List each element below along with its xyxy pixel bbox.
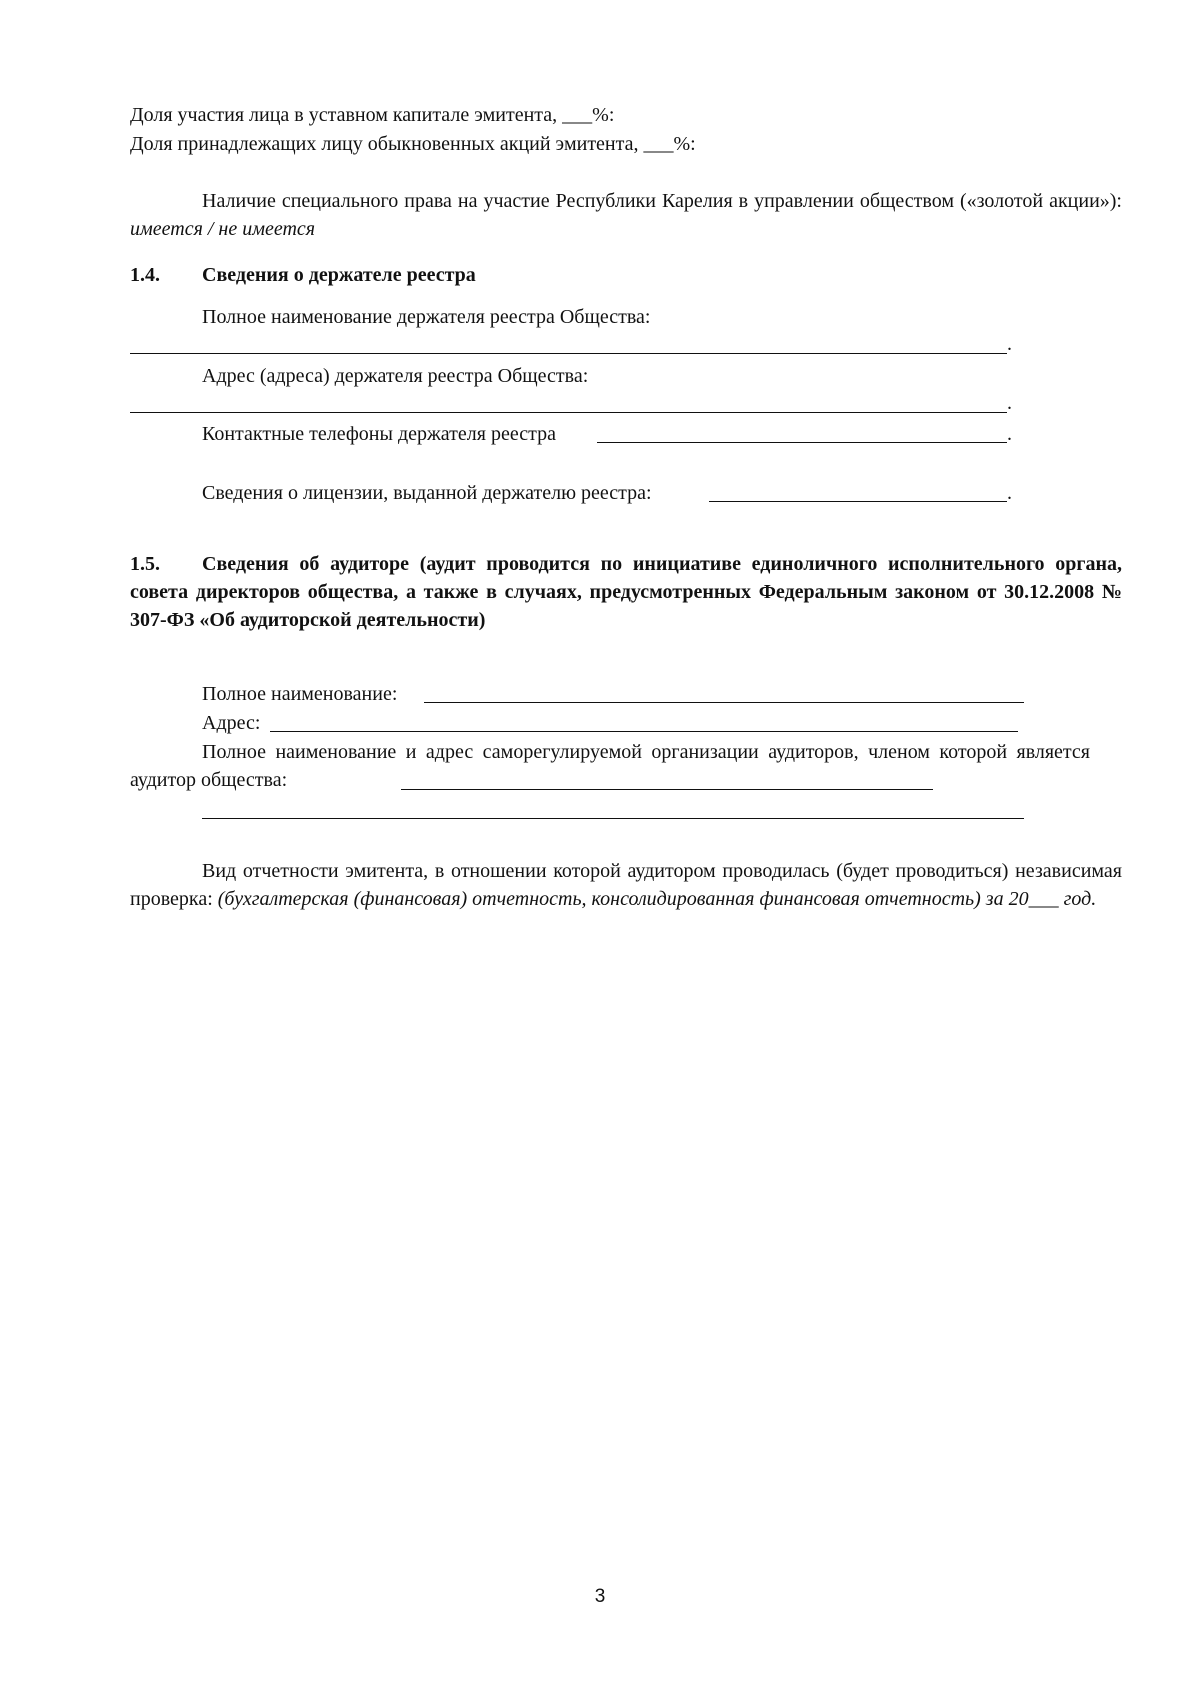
reporting-type-text: Вид отчетности эмитента, в отношении которой аудитором проводилась (будет проводиться) независимая проверка:: [130, 860, 1122, 910]
reporting-type-options: (бухгалтерская (финансовая) отчетность, консолидированная финансовая отчетность) за 20___ год.: [217, 888, 1097, 910]
page-number: 3: [594, 1586, 606, 1607]
registrar-full-name-label: Полное наименование держателя реестра Общества:: [202, 306, 651, 328]
registrar-address-blank[interactable]: [130, 412, 1007, 413]
auditor-full-name-label: Полное наименование:: [202, 683, 398, 705]
registrar-full-name-blank[interactable]: [130, 353, 1007, 354]
registrar-phones-blank[interactable]: [597, 442, 1007, 443]
auditor-full-name-blank[interactable]: [424, 702, 1024, 703]
line-end-dot: .: [1007, 482, 1012, 504]
section-title: Сведения об аудиторе (аудит проводится по инициативе единоличного исполнительного органа, совета директоров общества, а также в случаях, предусмотренных Федеральным законом от 30.12.2008 № 307-ФЗ «Об аудиторской деятельности): [130, 553, 1122, 631]
line-end-dot: .: [1007, 392, 1012, 414]
reporting-type-paragraph: [130, 857, 1122, 913]
registrar-address-label: Адрес (адреса) держателя реестра Общества:: [202, 365, 589, 387]
auditor-address-blank[interactable]: [270, 731, 1018, 732]
section-number: 1.4.: [130, 264, 160, 286]
section-1-4-heading: [130, 261, 476, 289]
section-1-5-heading: [130, 550, 1122, 634]
auditor-address-label: Адрес:: [202, 712, 261, 734]
ordinary-shares-line: Доля принадлежащих лицу обыкновенных акций эмитента, ___%:: [130, 133, 696, 155]
auditor-sro-paragraph: Полное наименование и адрес саморегулируемой организации аудиторов, членом которой является аудитор общества:: [130, 741, 1090, 791]
auditor-sro-blank[interactable]: [401, 789, 933, 790]
charter-capital-share-line: Доля участия лица в уставном капитале эмитента, ___%:: [130, 104, 615, 126]
registrar-license-blank[interactable]: [709, 501, 1007, 502]
registrar-phones-label: Контактные телефоны держателя реестра: [202, 423, 556, 445]
section-title: Сведения о держателе реестра: [202, 264, 476, 286]
line-end-dot: .: [1007, 333, 1012, 355]
section-number: 1.5.: [130, 553, 160, 575]
auditor-sro-blank-2[interactable]: [202, 818, 1024, 819]
line-end-dot: .: [1007, 423, 1012, 445]
golden-share-options: имеется / не имеется: [130, 218, 316, 240]
registrar-license-label: Сведения о лицензии, выданной держателю реестра:: [202, 482, 652, 504]
golden-share-text: Наличие специального права на участие Республики Карелия в управлении обществом («золотой акции»):: [202, 190, 1122, 212]
golden-share-paragraph: [130, 187, 1122, 243]
